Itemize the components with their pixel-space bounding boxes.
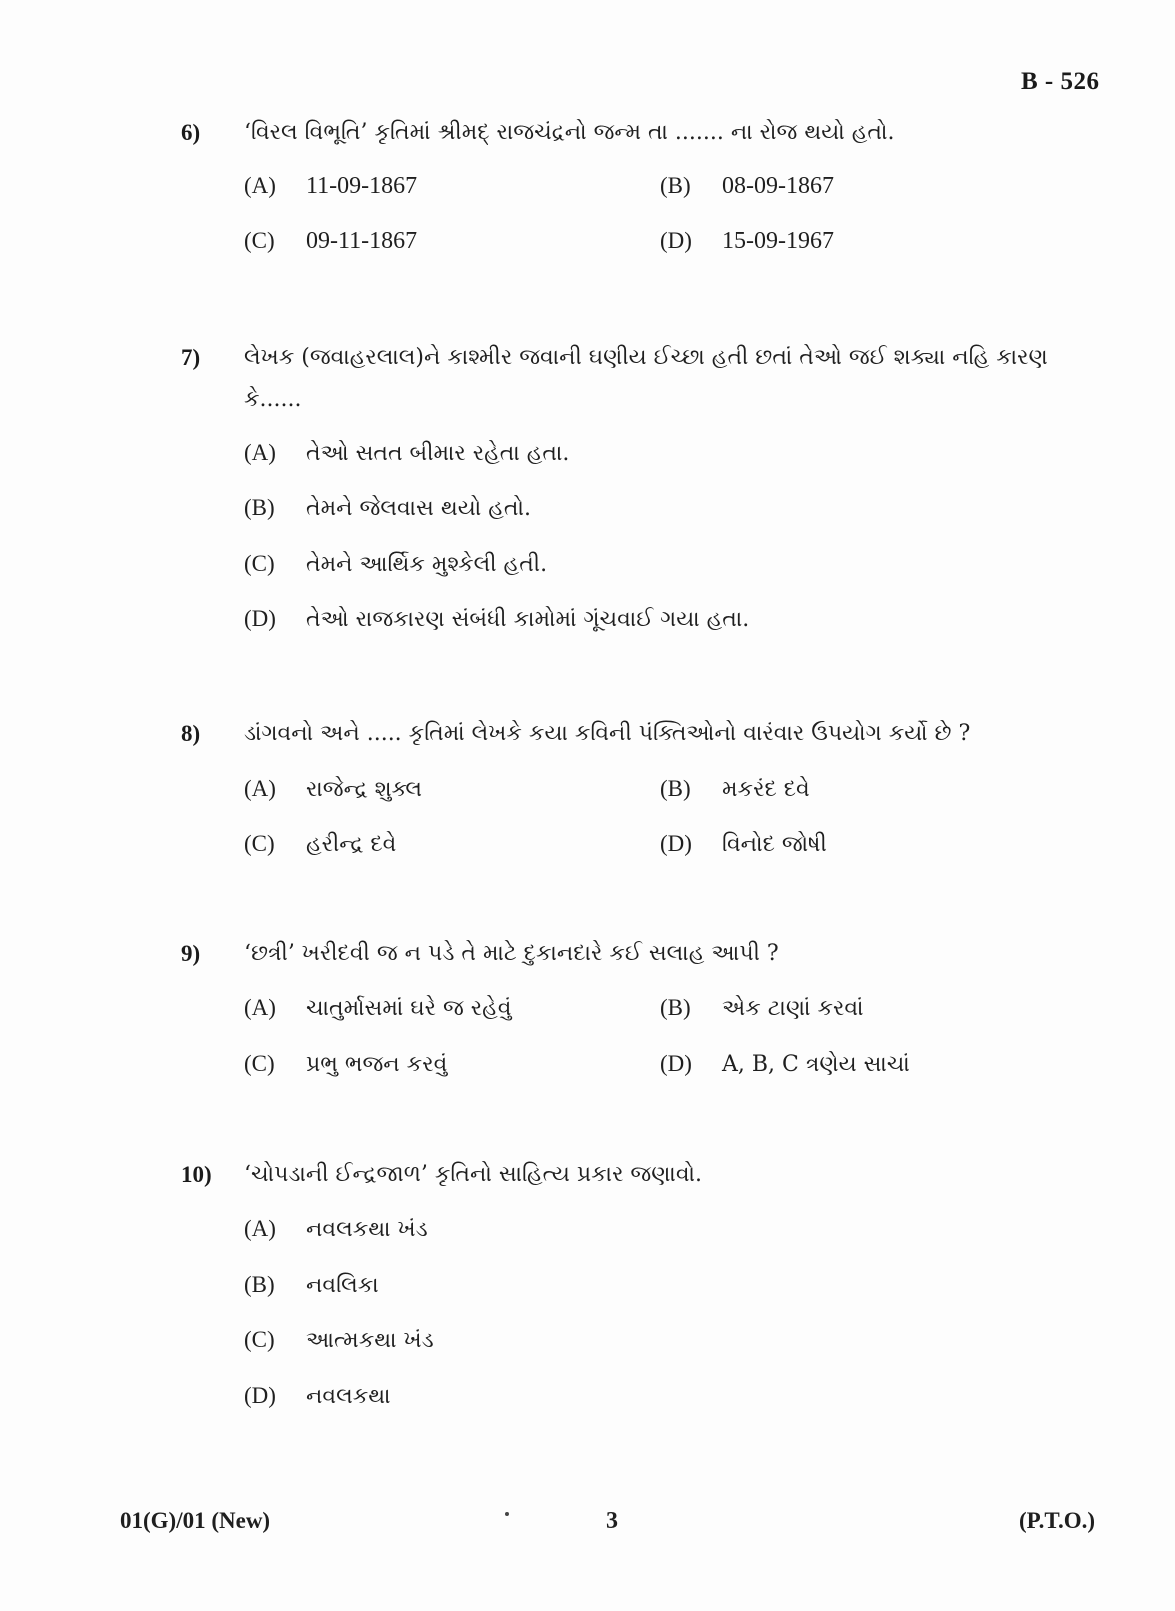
option-letter: (C) — [244, 831, 275, 856]
option-a — [244, 173, 417, 200]
page-number: 3 — [606, 1508, 618, 1534]
option-letter: (B) — [660, 995, 691, 1020]
option-a — [244, 1216, 428, 1242]
option-text: આત્મકથા ખંડ — [306, 1328, 434, 1353]
option-text: વિનોદ જોષી — [722, 832, 827, 857]
option-letter: (D) — [660, 228, 692, 253]
option-text: A, B, C ત્રણેય સાચાં — [722, 1052, 910, 1077]
option-letter: (C) — [244, 1327, 275, 1352]
question-text: લેખક (જવાહરલાલ)ને કાશ્મીર જવાની ઘણીય ઈચ્છા હતી છતાં તેઓ જઈ શક્યા નહિ કારણ કે...... — [244, 345, 1048, 412]
option-text: એક ટાણાં કરવાં — [722, 996, 864, 1021]
option-d — [660, 1051, 910, 1077]
option-text: તેઓ રાજકારણ સંબંધી કામોમાં ગૂંચવાઈ ગયા હતા. — [306, 607, 750, 632]
option-text: 15-09-1967 — [722, 228, 834, 254]
option-c — [244, 1327, 434, 1353]
option-text: પ્રભુ ભજન કરવું — [306, 1052, 448, 1077]
option-letter: (A) — [244, 1216, 276, 1241]
question-text: ‘ચોપડાની ઈન્દ્રજાળ’ કૃતિનો સાહિત્ય પ્રકાર જણાવો. — [244, 1162, 703, 1187]
option-d — [660, 831, 827, 857]
option-d — [660, 228, 834, 255]
option-d — [244, 1383, 391, 1409]
option-letter: (A) — [244, 776, 276, 801]
option-c — [244, 831, 396, 857]
question-number: 8) — [181, 721, 201, 746]
option-text: રાજેન્દ્ર શુક્લ — [306, 777, 423, 802]
option-text: તેમને આર્થિક મુશ્કેલી હતી. — [306, 552, 548, 577]
footer-dot — [505, 1512, 509, 1516]
option-letter: (B) — [660, 776, 691, 801]
option-letter: (D) — [244, 1383, 276, 1408]
option-a — [244, 776, 422, 802]
option-text: ચાતુર્માસમાં ઘરે જ રહેવું — [306, 996, 512, 1021]
option-text: 09-11-1867 — [306, 228, 418, 254]
question-text: ‘વિરલ વિભૂતિ’ કૃતિમાં શ્રીમદ્ રાજચંદ્રનો જન્મ તા ....... ના રોજ થયો હતો. — [244, 120, 895, 145]
option-b — [244, 495, 531, 521]
option-letter: (A) — [244, 995, 276, 1020]
please-turn-over: (P.T.O.) — [1019, 1508, 1096, 1533]
option-letter: (C) — [244, 228, 275, 253]
option-text: હરીન્દ્ર દવે — [306, 832, 397, 857]
option-letter: (B) — [660, 173, 691, 198]
option-b — [660, 776, 810, 802]
option-c — [244, 1051, 447, 1077]
option-text: 11-09-1867 — [306, 173, 418, 199]
question-number: 6) — [181, 120, 201, 145]
question-number: 10) — [181, 1162, 212, 1187]
option-letter: (D) — [660, 1051, 692, 1076]
option-c — [244, 551, 547, 577]
option-text: તેમને જેલવાસ થયો હતો. — [306, 496, 531, 521]
option-letter: (B) — [244, 495, 275, 520]
option-d — [244, 606, 749, 632]
paper-footer-code: 01(G)/01 (New) — [120, 1508, 271, 1533]
option-text: 08-09-1867 — [722, 173, 834, 199]
option-b — [244, 1272, 379, 1298]
option-text: નવલકથા ખંડ — [306, 1217, 428, 1242]
option-text: નવલિકા — [306, 1273, 379, 1298]
option-letter: (C) — [244, 1051, 275, 1076]
option-letter: (B) — [244, 1272, 275, 1297]
option-a — [244, 995, 512, 1021]
option-text: નવલકથા — [306, 1384, 391, 1409]
option-letter: (D) — [244, 606, 276, 631]
question-number: 7) — [181, 345, 201, 370]
option-letter: (C) — [244, 551, 275, 576]
option-b — [660, 173, 834, 200]
option-letter: (A) — [244, 440, 276, 465]
option-a — [244, 440, 569, 466]
option-b — [660, 995, 864, 1021]
option-text: તેઓ સતત બીમાર રહેતા હતા. — [306, 441, 570, 466]
option-c — [244, 228, 417, 255]
question-number: 9) — [181, 941, 201, 966]
paper-code: B - 526 — [1021, 68, 1100, 95]
option-letter: (D) — [660, 831, 692, 856]
option-letter: (A) — [244, 173, 276, 198]
question-text: ડાંગવનો અને ..... કૃતિમાં લેખકે કયા કવિની પંક્તિઓનો વારંવાર ઉપયોગ કર્યો છે ? — [244, 721, 971, 746]
question-text: ‘છત્રી’ ખરીદવી જ ન પડે તે માટે દુકાનદારે કઈ સલાહ આપી ? — [244, 941, 779, 966]
option-text: મકરંદ દવે — [722, 777, 810, 802]
